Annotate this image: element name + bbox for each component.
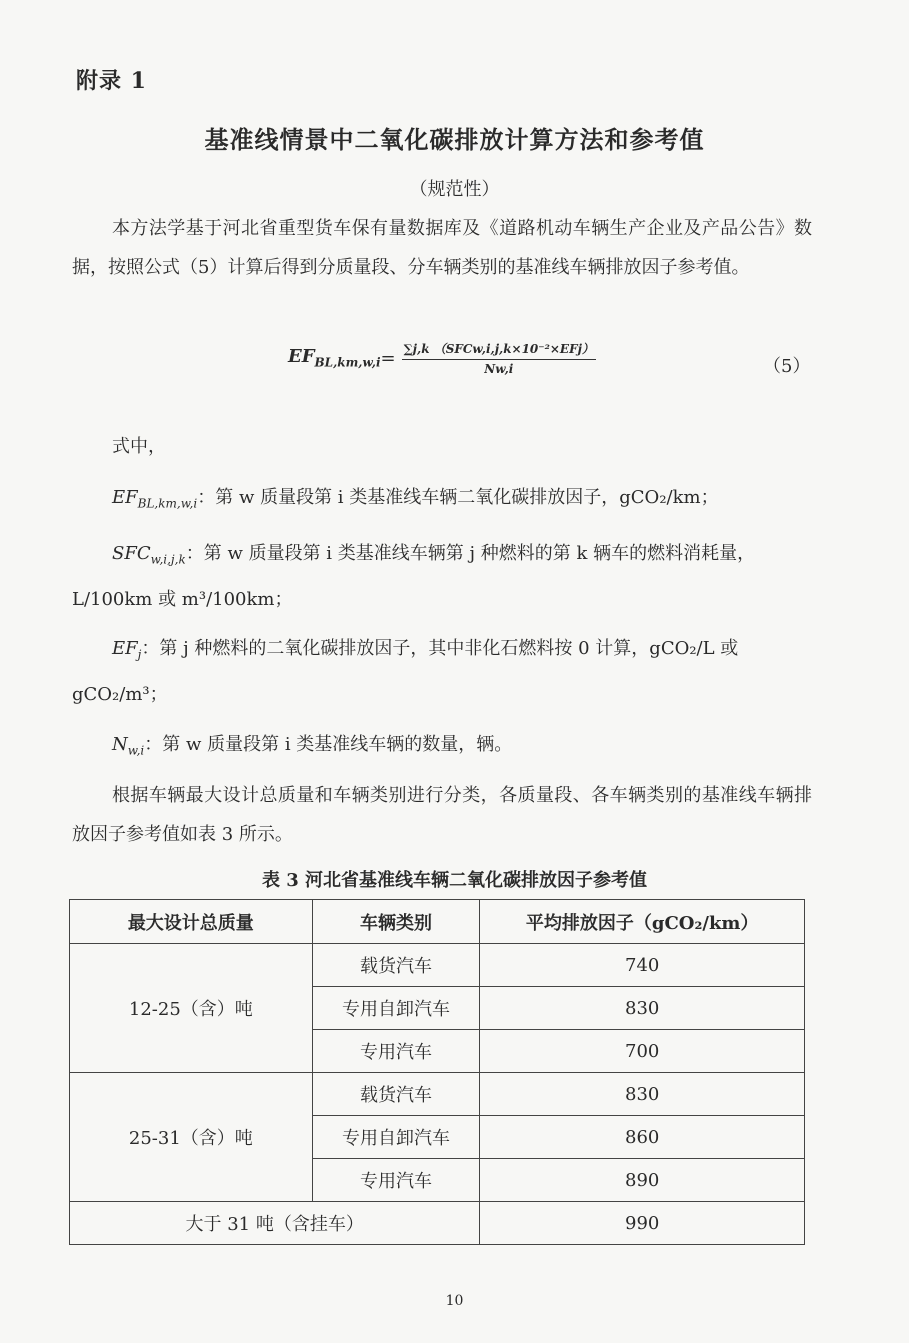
formula-equals: = [380, 347, 396, 369]
def-symbol: $EF_{BL,km,w,i}$ [112, 487, 198, 511]
vehicle-type-cell: 专用自卸汽车 [312, 987, 480, 1030]
vehicle-type-cell: 专用汽车 [312, 1159, 480, 1202]
def-text: ：第 j 种燃料的二氧化碳排放因子，其中非化石燃料按 0 计算，gCO₂/L 或 gCO₂/m³； [72, 638, 739, 705]
table-caption: 表 3 河北省基准线车辆二氧化碳排放因子参考值 [261, 870, 648, 891]
def-text: ：第 w 质量段第 i 类基准线车辆二氧化碳排放因子，gCO₂/km； [197, 487, 719, 508]
formula-lhs-sub: BL,km,w,i [314, 355, 381, 370]
formula-lhs [288, 346, 381, 370]
table-row [70, 1073, 805, 1116]
table-row [70, 944, 805, 987]
intro-paragraph: 本方法学基于河北省重型货车保有量数据库及《道路机动车辆生产企业及产品公告》数据，按照公式（5）计算后得到分质量段、分车辆类别的基准线车辆排放因子参考值。 [72, 218, 812, 278]
emission-factor-table [69, 899, 805, 1245]
vehicle-type-cell: 载货汽车 [312, 944, 480, 987]
emission-value-cell: 990 [480, 1202, 805, 1245]
def-symbol: $EF_j$ [112, 638, 142, 662]
page-number: 10 [445, 1293, 464, 1309]
equation-number: （5） [763, 356, 811, 377]
emission-value-cell: 890 [480, 1159, 805, 1202]
where-label: 式中， [112, 436, 166, 457]
page-title: 基准线情景中二氧化碳排放计算方法和参考值 [204, 125, 705, 154]
definition-ef-bl [72, 478, 812, 524]
page-subtitle: （规范性） [409, 179, 500, 200]
column-header: 平均排放因子（gCO₂/km） [480, 900, 805, 944]
def-symbol: $N_{w,i}$ [112, 734, 145, 758]
formula-numerator: ∑j,k （SFCw,i,j,k×10⁻²×EFj） [402, 340, 596, 360]
table-header-row [70, 900, 805, 944]
table-row [70, 1202, 805, 1245]
mass-group-cell: 大于 31 吨（含挂车） [70, 1202, 480, 1245]
definition-ef-j [72, 629, 812, 714]
def-text: ：第 w 质量段第 i 类基准线车辆第 j 种燃料的第 k 辆车的燃料消耗量，L/100km 或 m³/100km； [72, 543, 756, 610]
formula-lhs-main: EF [288, 346, 315, 368]
emission-value-cell: 830 [480, 1073, 805, 1116]
def-text: ：第 w 质量段第 i 类基准线车辆的数量，辆。 [144, 734, 513, 755]
emission-value-cell: 740 [480, 944, 805, 987]
vehicle-type-cell: 载货汽车 [312, 1073, 480, 1116]
classification-paragraph: 根据车辆最大设计总质量和车辆类别进行分类，各质量段、各车辆类别的基准线车辆排放因子参考值如表 3 所示。 [72, 785, 812, 845]
emission-value-cell: 830 [480, 987, 805, 1030]
formula-5 [288, 340, 596, 376]
emission-value-cell: 700 [480, 1030, 805, 1073]
definition-n [72, 725, 812, 771]
mass-group-cell: 25-31（含）吨 [70, 1073, 313, 1202]
def-symbol: $SFC_{w,i,j,k}$ [112, 543, 186, 567]
column-header: 车辆类别 [312, 900, 480, 944]
emission-value-cell: 860 [480, 1116, 805, 1159]
appendix-label: 附录 1 [76, 68, 147, 94]
vehicle-type-cell: 专用自卸汽车 [312, 1116, 480, 1159]
mass-group-cell: 12-25（含）吨 [70, 944, 313, 1073]
formula-fraction [402, 340, 596, 376]
column-header: 最大设计总质量 [70, 900, 313, 944]
definition-sfc [72, 534, 812, 619]
vehicle-type-cell: 专用汽车 [312, 1030, 480, 1073]
formula-denominator: Nw,i [484, 362, 514, 376]
